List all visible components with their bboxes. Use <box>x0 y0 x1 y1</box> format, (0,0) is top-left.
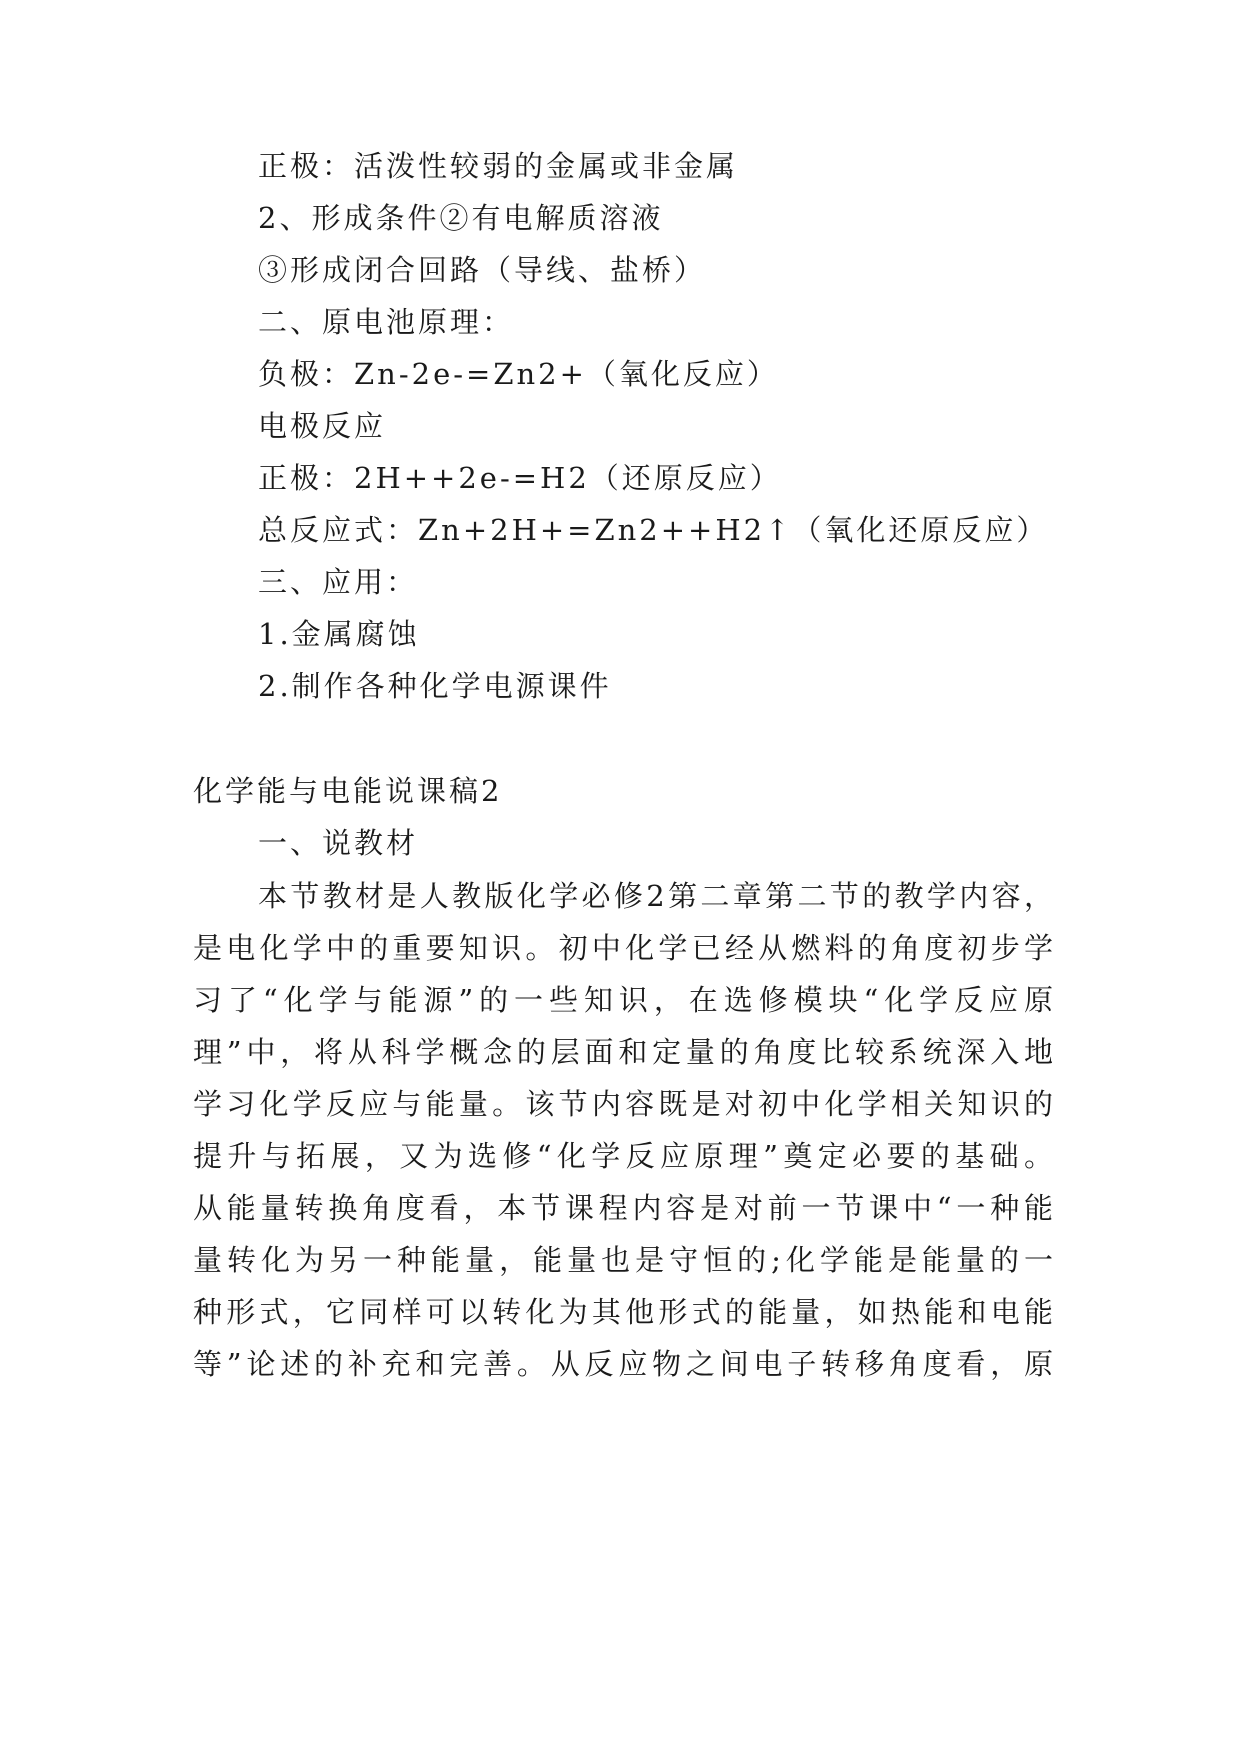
positive-electrode-line: 正极：活泼性较弱的金属或非金属 <box>258 149 739 183</box>
paragraph-line-4: 理”中，将从科学概念的层面和定量的角度比较系统深入地 <box>193 1035 1053 1069</box>
paragraph-line-1: 本节教材是人教版化学必修2第二章第二节的教学内容， <box>258 879 1053 913</box>
paragraph-line-6: 提升与拓展，又为选修“化学反应原理”奠定必要的基础。 <box>193 1139 1053 1173</box>
paragraph-line-8: 量转化为另一种能量，能量也是守恒的;化学能是能量的一 <box>193 1243 1053 1277</box>
paragraph-line-2: 是电化学中的重要知识。初中化学已经从燃料的角度初步学 <box>193 931 1053 965</box>
subheading-textbook: 一、说教材 <box>258 826 419 860</box>
total-reaction-line: 总反应式：Zn+2H+=Zn2++H2↑（氧化还原反应） <box>258 513 1049 547</box>
principle-heading: 二、原电池原理： <box>258 305 515 339</box>
negative-electrode-reaction: 负极：Zn-2e-=Zn2+（氧化反应） <box>258 357 779 391</box>
paragraph-line-10: 等”论述的补充和完善。从反应物之间电子转移角度看，原 <box>193 1347 1053 1381</box>
application-heading: 三、应用： <box>258 565 419 599</box>
paragraph-line-9: 种形式，它同样可以转化为其他形式的能量，如热能和电能 <box>193 1295 1053 1329</box>
closed-circuit-line: ③形成闭合回路（导线、盐桥） <box>258 253 707 287</box>
paragraph-line-5: 学习化学反应与能量。该节内容既是对初中化学相关知识的 <box>193 1087 1053 1121</box>
section-title: 化学能与电能说课稿2 <box>193 774 503 808</box>
electrode-reaction-label: 电极反应 <box>258 409 387 443</box>
paragraph-line-7: 从能量转换角度看，本节课程内容是对前一节课中“一种能 <box>193 1191 1053 1225</box>
positive-electrode-reaction: 正极：2H++2e-=H2（还原反应） <box>258 461 782 495</box>
paragraph-line-3: 习了“化学与能源”的一些知识，在选修模块“化学反应原 <box>193 983 1053 1017</box>
application-item-2: 2.制作各种化学电源课件 <box>258 669 612 703</box>
application-item-1: 1.金属腐蚀 <box>258 617 420 651</box>
formation-condition-line: 2、形成条件②有电解质溶液 <box>258 201 664 235</box>
